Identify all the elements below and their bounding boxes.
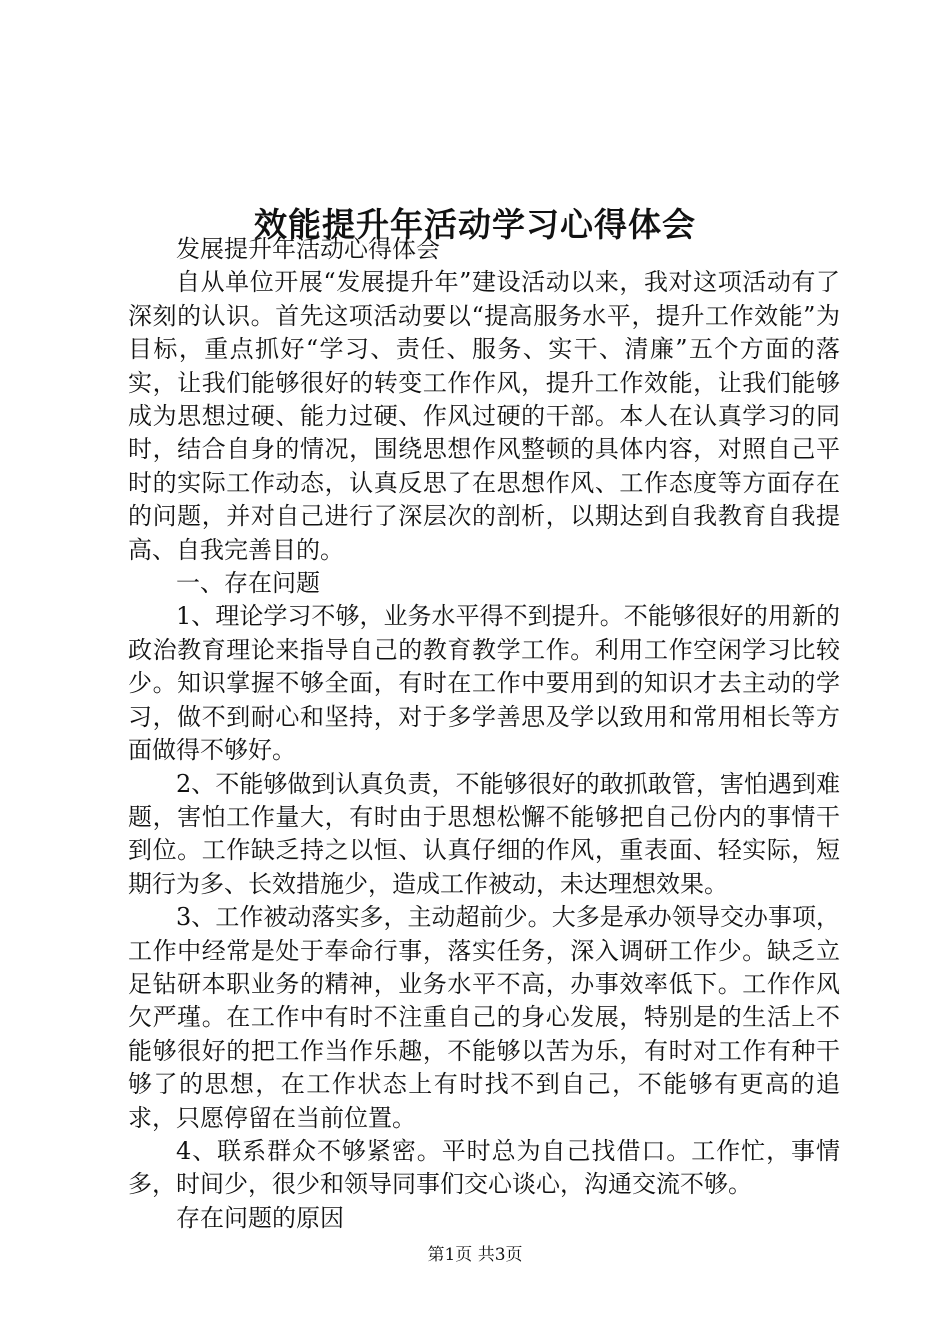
intro-paragraph: 自从单位开展“发展提升年”建设活动以来，我对这项活动有了深刻的认识。首先这项活动要以“提高服务水平，提升工作效能”为目标，重点抓好“学习、责任、服务、实干、清廉”五个方面的落实，让我们能够很好的转变工作作风，提升工作效能，让我们能够成为思想过硬、能力过硬、作风过硬的干部。本人在认真学习的同时，结合自身的情况，围绕思想作风整顿的具体内容，对照自己平时的实际工作动态，认真反思了在思想作风、工作态度等方面存在的问题，并对自己进行了深层次的剖析，以期达到自我教育自我提高、自我完善目的。 [128,268,840,564]
problem-item-1: 1、理论学习不够，业务水平得不到提升。不能够很好的用新的政治教育理论来指导自己的教育教学工作。利用工作空闲学习比较少。知识掌握不够全面，有时在工作中要用到的知识才去主动的学习，做不到耐心和坚持，对于多学善思及学以致用和常用相长等方面做得不够好。 [128,602,840,765]
section-heading-problems: 一、存在问题 [176,569,320,598]
document-title: 效能提升年活动学习心得体会 [254,205,696,245]
subtitle-paragraph: 发展提升年活动心得体会 [176,235,440,263]
problem-item-2: 2、不能够做到认真负责，不能够很好的敢抓敢管，害怕遇到难题，害怕工作量大，有时由于思想松懈不能够把自己份内的事情干到位。工作缺乏持之以恒、认真仔细的作风，重表面、轻实际，短期行为多、长效措施少，造成工作被动，未达理想效果。 [128,769,840,898]
problem-item-3: 3、工作被动落实多，主动超前少。大多是承办领导交办事项，工作中经常是处于奉命行事，落实任务，深入调研工作少。缺乏立足钻研本职业务的精神，业务水平不高，办事效率低下。工作作风欠严瑾。在工作中有时不注重自己的身心发展，特别是的生活上不能够很好的把工作当作乐趣，不能够以苦为乐，有时对工作有种干够了的思想，在工作状态上有时找不到自己，不能够有更高的追求，只愿停留在当前位置。 [128,903,840,1132]
page-number-footer: 第1页 共3页 [427,1245,523,1265]
problem-item-4: 4、联系群众不够紧密。平时总为自己找借口。工作忙，事情多，时间少，很少和领导同事们交心谈心，沟通交流不够。 [128,1136,840,1199]
document-body [128,233,840,1235]
section-heading-causes: 存在问题的原因 [176,1203,344,1232]
